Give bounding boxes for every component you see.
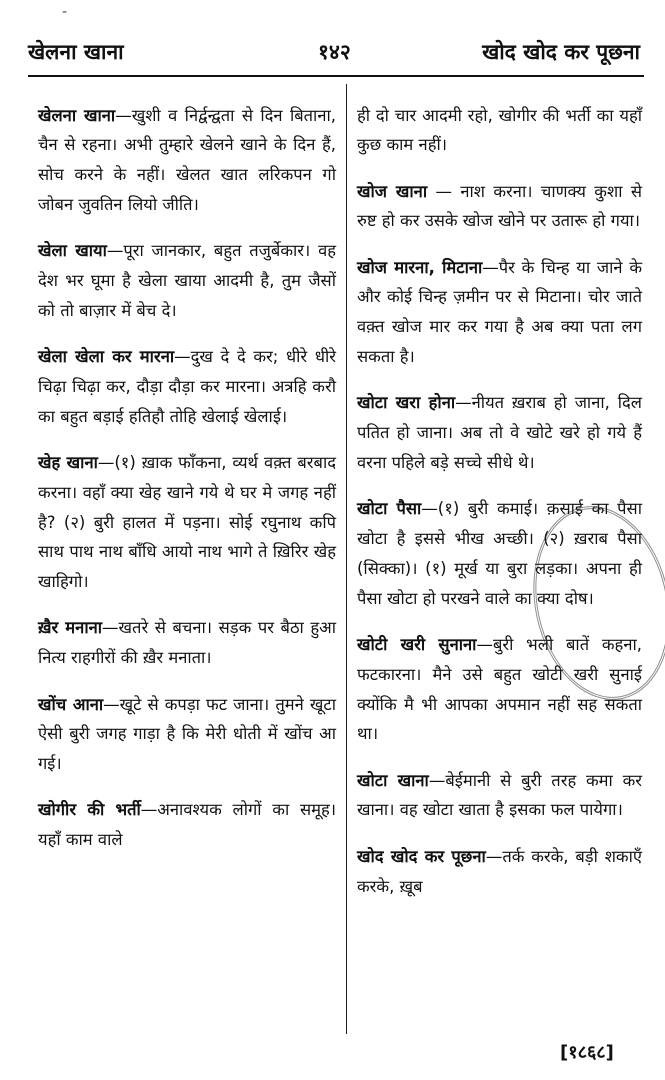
header-rule <box>28 75 644 77</box>
entry-text: —तर्क करके, बड़ी शकाएँ करके, ख़ूब <box>357 846 642 896</box>
entry-text: — नाश करना। चाणक्य कुशा से रुष्ट हो कर उसके खोज खोने पर उतारू हो गया। <box>357 181 642 231</box>
entry-text: —(१) बुरी कमाई। क़साई का पैसा खोटा है इससे भीख अच्छी। (२) ख़राब पैसा (सिक्का)। (१) मूर्ख या बुरा लड़का। अपना ही पैसा खोटा हो परखने वाले का क्या दोष। <box>357 499 642 608</box>
entry-text: —बुरी भली बातें कहना, फटकारना। मैने उसे बहुत खोटी खरी सुनाई क्योंकि मै भी आपका अपमान नहीं सह सकता था। <box>357 634 642 744</box>
entry-headword: खोटा खरा होना <box>357 393 456 413</box>
entry <box>38 613 336 673</box>
entry-text: —अनावश्यक लोगों का समूह। यहाँ काम वाले <box>38 800 336 850</box>
entry <box>38 101 336 220</box>
entry-headword: खोज खाना <box>357 181 428 201</box>
entry-headword: खोगीर की भर्ती <box>38 800 141 820</box>
entry-headword: खेह खाना <box>38 452 98 472</box>
entry-headword: खोंच आना <box>38 694 104 714</box>
entry <box>38 690 336 779</box>
footer-page-code: [१८६८] <box>560 1042 614 1063</box>
page-header <box>28 38 640 72</box>
entry-headword: खोटी खरी सुनाना <box>357 634 477 654</box>
entry-text: —दुख दे दे कर; धीरे धीरे चिढ़ा चिढ़ा कर, दौड़ा दौड़ा कर मारना। अत्रहि करौ का बहुत बड़ाई हतिहौ तोहि खेलाई खेलाई। <box>38 347 337 426</box>
tick-mark: - <box>62 4 68 20</box>
entry-headword: ख़ैर मनाना <box>38 618 103 638</box>
entry-headword: खोटा खाना <box>357 770 429 790</box>
column-divider <box>346 84 347 1034</box>
entry-text: —खुशी व निर्द्वन्द्वता से दिन बिताना, चैन से रहना। अभी तुम्हारे खेलने खाने के दिन हैं, सोच करने के नहीं। खेलत खात लरिकपन गो जोबन जुवतिन लियो जीति। <box>38 105 336 214</box>
entry-text: —खूटे से कपड़ा फट जाना। तुमने खूटा ऐसी बुरी जगह गाड़ा है कि मेरी धोती में खोंच आ गई। <box>38 694 336 774</box>
entry-headword: खेला खाया <box>38 241 107 261</box>
entry-headword: खोज मारना, मिटाना <box>357 257 483 277</box>
entry <box>357 388 642 477</box>
left-column <box>38 84 336 860</box>
entry <box>357 253 642 372</box>
entry-headword: खोटा पैसा <box>357 499 422 519</box>
entry <box>38 236 336 325</box>
entry <box>357 766 642 826</box>
entry <box>38 342 336 431</box>
entry-text: —नीयत ख़राब हो जाना, दिल पतित हो जाना। अब तो वे खोटे खरे हो गये हैं वरना पहिले बड़े सच्चे सीधे थे। <box>357 393 642 472</box>
entry <box>38 448 336 597</box>
entry-text: —पैर के चिन्ह या जाने के और कोई चिन्ह ज़मीन पर से मिटाना। चोर जाते वक़्त खोज मार कर गया है अब क्या पता लग सकता है। <box>357 257 642 367</box>
page-number: १४२ <box>318 40 351 64</box>
entry-headword: खेलना खाना <box>38 105 116 125</box>
entry-text: —(१) ख़ाक फाँकना, व्यर्थ वक़्त बरबाद करना। वहाँ क्या खेह खाने गये थे घर मे जगह नहीं है? (२) बुरी हालत में पड़ना। सोई रघुनाथ कपि साथ पाथ नाथ बाँधि आयो नाथ भागे ते ख़िरिर खेह खाहिगो। <box>38 452 336 592</box>
entry <box>357 177 642 237</box>
entry-text: —खतरे से बचना। सड़क पर बैठा हुआ नित्य राहगीरों की ख़ैर मनाता। <box>38 618 336 668</box>
entry-headword: खोद खोद कर पूछना <box>357 846 486 866</box>
entry-text: ही दो चार आदमी रहो, खोगीर की भर्ती का यहाँ कुछ काम नहीं। <box>357 105 642 155</box>
entry-headword: खेला खेला कर मारना <box>38 347 175 367</box>
right-column <box>357 84 642 906</box>
entry <box>357 101 642 161</box>
entry <box>38 795 336 855</box>
entry-text: —पूरा जानकार, बहुत तजुर्बेकार। वह देश भर घूमा है खेला खाया आदमी है, तुम जैसों को तो बाज़ार में बेच दे। <box>38 241 336 320</box>
entry-text: —बेईमानी से बुरी तरह कमा कर खाना। वह खोटा खाता है इसका फल पायेगा। <box>357 770 642 820</box>
header-left-keyword: खेलना खाना <box>28 40 124 64</box>
header-right-keyword: खोद खोद कर पूछना <box>482 40 640 64</box>
entry <box>357 842 642 902</box>
